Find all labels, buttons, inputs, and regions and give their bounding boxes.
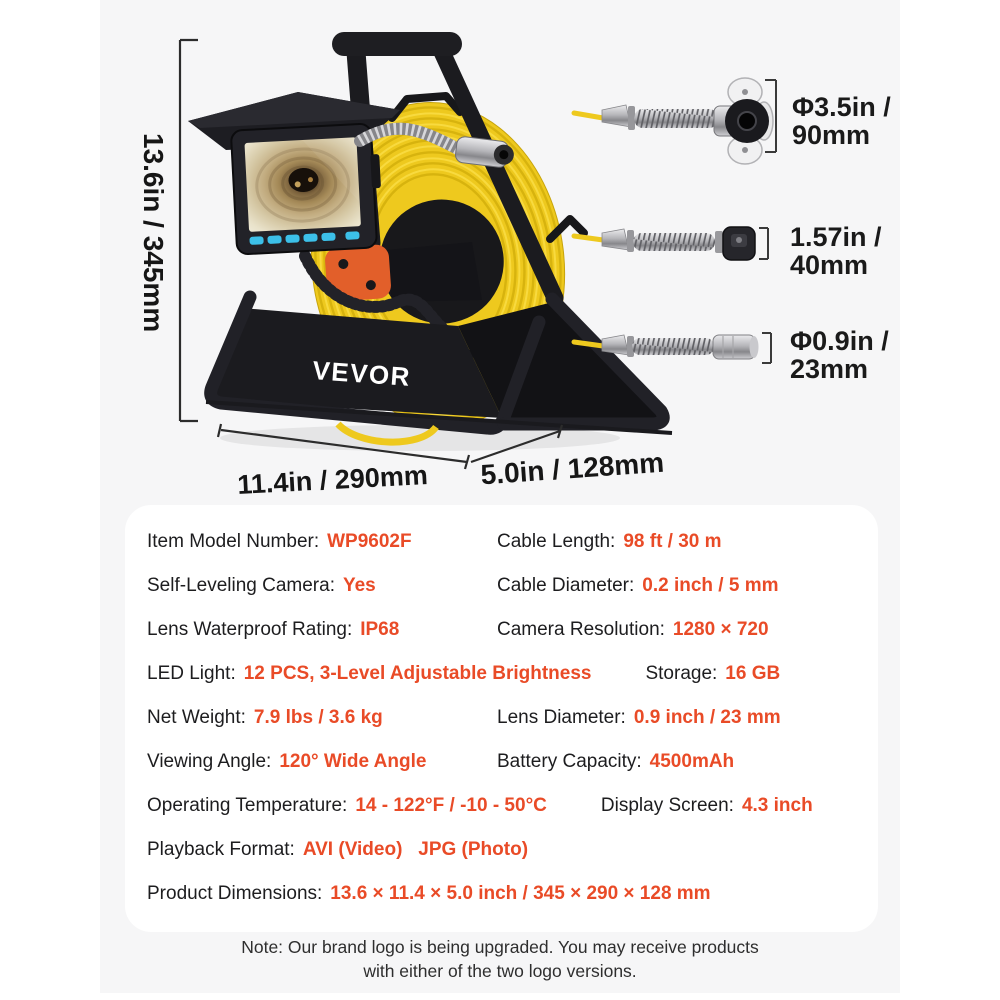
spec-row bbox=[147, 608, 860, 652]
spec-label: Product Dimensions: bbox=[147, 882, 323, 904]
spec-row bbox=[147, 652, 860, 696]
dimension-width-label: 11.4in / 290mm bbox=[236, 460, 429, 500]
dimension-height-label: 13.6in / 345mm bbox=[138, 133, 169, 333]
spec-value: 4500mAh bbox=[649, 750, 735, 772]
spec-value: 13.6 × 11.4 × 5.0 inch / 345 × 290 × 128 mm bbox=[330, 882, 711, 904]
spec-row bbox=[147, 740, 860, 784]
spec-value: IP68 bbox=[360, 618, 400, 640]
spec-label: LED Light: bbox=[147, 662, 236, 684]
accessory-3-size-line2: 23mm bbox=[790, 354, 869, 384]
spec-value: 120° Wide Angle bbox=[279, 750, 427, 772]
spec-label: Cable Diameter: bbox=[497, 574, 635, 596]
spec-value: AVI (Video) JPG (Photo) bbox=[302, 838, 529, 860]
accessory-1-size-line2: 90mm bbox=[792, 120, 871, 150]
spec-row bbox=[147, 784, 860, 828]
spec-value: 12 PCS, 3-Level Adjustable Brightness bbox=[243, 662, 592, 684]
spec-panel bbox=[125, 505, 878, 932]
spec-row bbox=[147, 520, 860, 564]
spec-value: 1280 × 720 bbox=[672, 618, 769, 640]
accessory-roller-skid-camera-head bbox=[574, 78, 773, 164]
side-port bbox=[370, 154, 381, 188]
spec-label: Lens Diameter: bbox=[497, 706, 626, 728]
spec-value: 16 GB bbox=[725, 662, 781, 684]
product-illustration bbox=[100, 0, 900, 500]
brand-note-line1: Note: Our brand logo is being upgraded. You may receive products bbox=[241, 937, 759, 957]
spec-value: 7.9 lbs / 3.6 kg bbox=[253, 706, 383, 728]
spec-value: 4.3 inch bbox=[741, 794, 813, 816]
spec-label: Item Model Number: bbox=[147, 530, 320, 552]
accessory-2-size-line1: 1.57in / bbox=[790, 222, 882, 252]
spec-label: Cable Length: bbox=[497, 530, 616, 552]
vevor-logo: VEVOR bbox=[311, 355, 412, 392]
accessory-2-bracket bbox=[759, 228, 768, 259]
accessory-1-size-line1: Φ3.5in / bbox=[792, 92, 891, 122]
spec-label: Net Weight: bbox=[147, 706, 246, 728]
spec-row bbox=[147, 828, 860, 872]
hub-arm bbox=[386, 242, 482, 302]
spec-value: Yes bbox=[342, 574, 376, 596]
power-button bbox=[345, 231, 359, 240]
brand-note-line2: with either of the two logo versions. bbox=[363, 960, 637, 981]
spec-label: Self-Leveling Camera: bbox=[147, 574, 335, 596]
spec-label: Battery Capacity: bbox=[497, 750, 642, 772]
spec-value: 98 ft / 30 m bbox=[623, 530, 722, 552]
spec-value: 0.2 inch / 5 mm bbox=[642, 574, 779, 596]
spec-label: Display Screen: bbox=[600, 794, 734, 816]
spec-label: Playback Format: bbox=[147, 838, 295, 860]
spec-label: Storage: bbox=[645, 662, 718, 684]
spec-value: 0.9 inch / 23 mm bbox=[633, 706, 781, 728]
spec-row bbox=[147, 696, 860, 740]
product-sheet bbox=[100, 0, 900, 993]
skid-camera-lens bbox=[738, 112, 756, 130]
accessory-3-bracket bbox=[762, 333, 771, 363]
spec-label: Camera Resolution: bbox=[497, 618, 665, 640]
accessory-2-size-line2: 40mm bbox=[790, 250, 869, 280]
spec-label: Operating Temperature: bbox=[147, 794, 348, 816]
spec-row bbox=[147, 564, 860, 608]
spec-row bbox=[147, 872, 860, 916]
brand-note bbox=[100, 936, 900, 984]
spec-label: Lens Waterproof Rating: bbox=[147, 618, 353, 640]
accessory-spring-connector bbox=[574, 227, 755, 260]
dimension-depth-label: 5.0in / 128mm bbox=[479, 446, 666, 491]
spec-value: WP9602F bbox=[327, 530, 412, 552]
accessory-3-size-line1: Φ0.9in / bbox=[790, 326, 889, 356]
spec-label: Viewing Angle: bbox=[147, 750, 272, 772]
spec-value: 14 - 122°F / -10 - 50°C bbox=[355, 794, 547, 816]
